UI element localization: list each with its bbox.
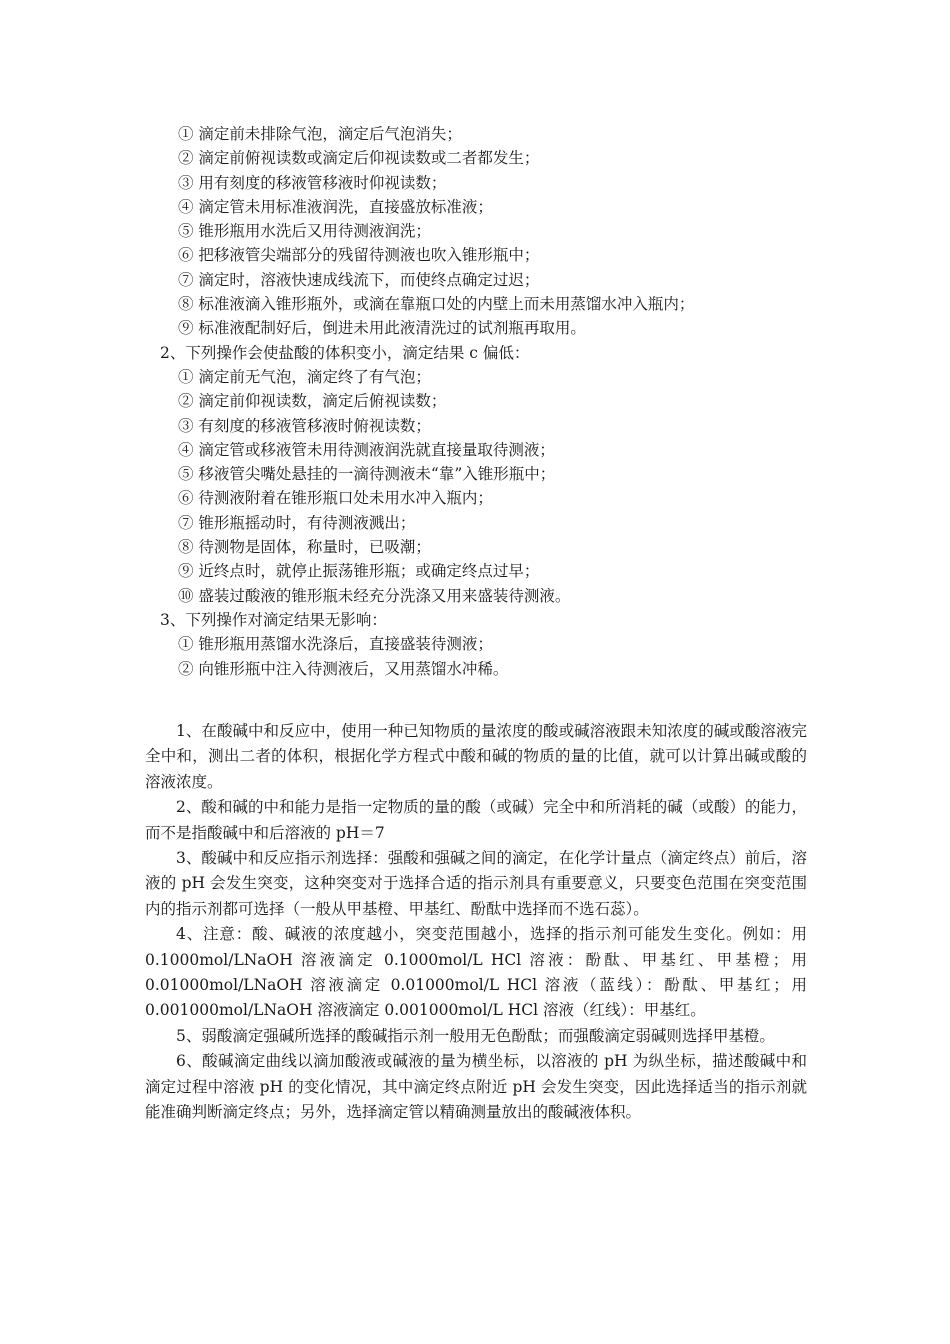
list-item: ⑤ 锥形瓶用水洗后又用待测液润洗； xyxy=(178,222,431,241)
list-item: ③ 用有刻度的移液管移液时仰视读数； xyxy=(178,173,447,192)
paragraph: 3、酸碱中和反应指示剂选择：强酸和强碱之间的滴定，在化学计量点（滴定终点）前后，溶液的 pH 会发生突变，这种突变对于选择合适的指示剂具有重要意义，只要变色范围在突变范围内的指示剂都可选择（一般从甲基橙、甲基红、酚酞中选择而不选石蕊）。 xyxy=(145,849,807,918)
list-item: ③ 有刻度的移液管移液时俯视读数； xyxy=(178,416,431,435)
section-heading: 2、下列操作会使盐酸的体积变小，滴定结果 c 偏低： xyxy=(160,343,530,362)
list-item: ⑧ 待测物是固体，称量时，已吸潮； xyxy=(178,538,431,557)
list-item: ⑩ 盛装过酸液的锥形瓶未经充分洗涤又用来盛装待测液。 xyxy=(178,586,571,605)
list-item: ⑨ 标准液配制好后，倒进未用此液清洗过的试剂瓶再取用。 xyxy=(178,319,586,338)
summary-paragraphs xyxy=(145,719,807,1126)
list-item: ⑥ 把移液管尖端部分的残留待测液也吹入锥形瓶中； xyxy=(178,246,540,265)
list-item: ② 滴定前俯视读数或滴定后仰视读数或二者都发生； xyxy=(178,149,540,168)
list-item: ⑦ 锥形瓶摇动时，有待测液溅出； xyxy=(178,513,416,532)
paragraph: 4、注意：酸、碱液的浓度越小，突变范围越小，选择的指示剂可能发生变化。例如：用 0.1000mol/LNaOH 溶液滴定 0.1000mol/L HCl 溶液：酚酞、甲基红、甲基橙；用 0.01000mol/LNaOH 溶液滴定 0.01000mol/L HCl 溶液（蓝线）：酚酞、甲基红；用 0.001000mol/LNaOH 溶液滴定 0.001000mol/L HCl 溶液（红线）：甲基红。 xyxy=(145,925,807,1020)
list-item: ① 锥形瓶用蒸馏水洗涤后，直接盛装待测液； xyxy=(178,635,493,654)
list-item: ① 滴定前无气泡，滴定终了有气泡； xyxy=(178,367,431,386)
list-item: ⑦ 滴定时，溶液快速成线流下，而使终点确定过迟； xyxy=(178,270,540,289)
list-item: ⑤ 移液管尖嘴处悬挂的一滴待测液未“靠”入锥形瓶中； xyxy=(178,465,556,484)
list-item: ② 滴定前仰视读数，滴定后俯视读数； xyxy=(178,392,447,411)
list-item: ⑧ 标准液滴入锥形瓶外，或滴在靠瓶口处的内壁上而未用蒸馏水冲入瓶内； xyxy=(178,295,695,314)
list-item: ① 滴定前未排除气泡，滴定后气泡消失； xyxy=(178,125,462,143)
paragraph: 2、酸和碱的中和能力是指一定物质的量的酸（或碱）完全中和所消耗的碱（或酸）的能力，而不是指酸碱中和后溶液的 pH＝7 xyxy=(145,798,807,842)
paragraph: 5、弱酸滴定强碱所选择的酸碱指示剂一般用无色酚酞；而强酸滴定弱碱则选择甲基橙。 xyxy=(176,1026,775,1045)
paragraph: 1、在酸碱中和反应中，使用一种已知物质的量浓度的酸或碱溶液跟未知浓度的碱或酸溶液完全中和，测出二者的体积，根据化学方程式中酸和碱的物质的量的比值，就可以计算出碱或酸的溶液浓度。 xyxy=(145,722,807,791)
list-item: ④ 滴定管或移液管未用待测液润洗就直接量取待测液； xyxy=(178,440,555,459)
list-item: ② 向锥形瓶中注入待测液后，又用蒸馏水冲稀。 xyxy=(178,659,509,678)
error-analysis-list xyxy=(160,122,800,681)
list-item: ⑨ 近终点时，就停止振荡锥形瓶；或确定终点过早； xyxy=(178,562,540,581)
paragraph: 6、酸碱滴定曲线以滴加酸液或碱液的量为横坐标，以溶液的 pH 为纵坐标，描述酸碱中和滴定过程中溶液 pH 的变化情况，其中滴定终点附近 pH 会发生突变，因此选择适当的指示剂就能准确判断滴定终点；另外，选择滴定管以精确测量放出的酸碱液体积。 xyxy=(145,1052,807,1122)
section-heading: 3、下列操作对滴定结果无影响： xyxy=(160,610,387,629)
list-item: ④ 滴定管未用标准液润洗，直接盛放标准液； xyxy=(178,197,493,216)
list-item: ⑥ 待测液附着在锥形瓶口处未用水冲入瓶内； xyxy=(178,489,493,508)
